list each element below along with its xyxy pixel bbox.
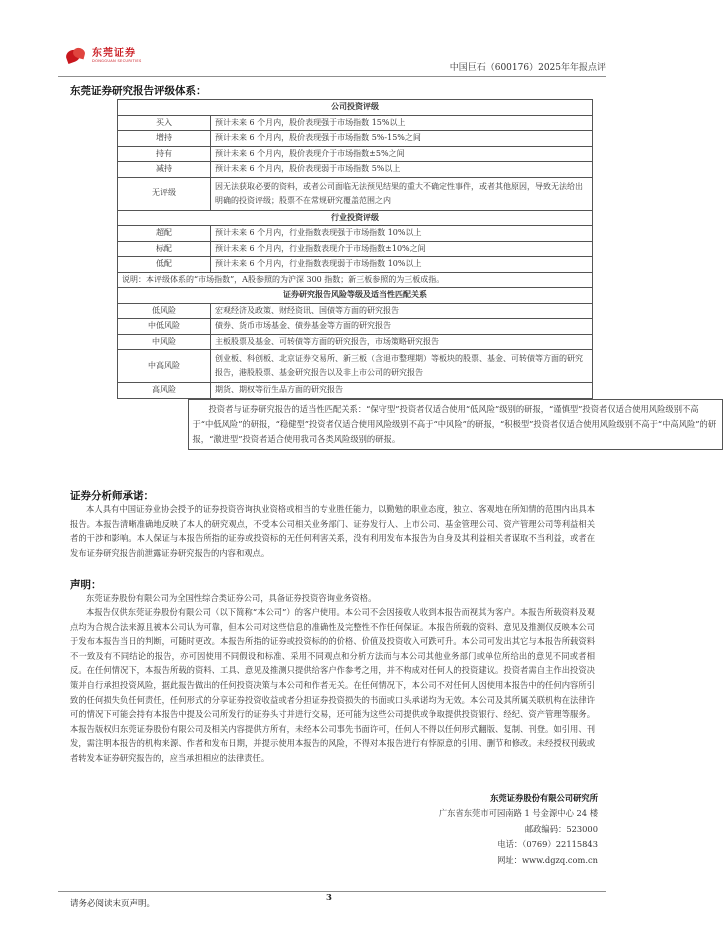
logo-name-en: DONGGUAN SECURITIES [92,59,142,63]
org-name: 东莞证券股份有限公司研究所 [490,793,598,803]
table-row [118,334,593,350]
risk-key: 高风险 [118,383,211,399]
rating-key: 标配 [118,241,211,257]
rating-desc: 预计未来 6 个月内，行业指数表现弱于市场指数 10%以上 [211,257,593,273]
risk-desc: 主板股票及基金、可转债等方面的研究报告，市场策略研究报告 [211,334,593,350]
rating-key: 持有 [118,146,211,162]
disclaimer-p1: 东莞证券股份有限公司为全国性综合类证券公司，具备证券投资咨询业务资格。 [86,593,377,603]
rating-desc: 预计未来 6 个月内，行业指数表现强于市场指数 10%以上 [211,226,593,242]
rating-desc: 预计未来 6 个月内，股价表现介于市场指数±5%之间 [211,146,593,162]
org-phone: 电话：（0769）22115843 [497,839,598,849]
table-section-row [118,288,593,304]
org-postcode: 邮政编码：523000 [524,824,598,834]
analyst-text: 本人具有中国证券业协会授予的证券投资咨询执业资格或相当的专业胜任能力，以勤勉的职业态度，独立、客观地在所知情的范围内出具本报告。本报告清晰准确地反映了本人的研究观点，不受本公司相关业务部门、证券发行人、上市公司、基金管理公司、资产管理公司等利益相关者的干涉和影响。本人保证与本报告所指的证券或投资标的无任何利害关系，没有利用发布本报告为自身及其利益相关者谋取不当利益，或者在发布证券研究报告前泄露证券研究报告的内容和观点。 [70,504,595,558]
rating-table [117,99,717,444]
report-tag: 中国巨石（600176）2025年年报点评 [449,63,606,73]
table-row [118,241,593,257]
page-number: 3 [326,893,332,903]
rating-desc: 预计未来 6 个月内，股价表现强于市场指数 15%以上 [211,115,593,131]
rating-desc: 预计未来 6 个月内，股价表现强于市场指数 5%-15%之间 [211,131,593,147]
analyst-title: 证券分析师承诺： [70,490,154,502]
table-section-row [118,100,593,116]
table-row [118,319,593,335]
disclaimer-title: 声明： [70,579,102,591]
disclaimer-p2: 本报告仅供东莞证券股份有限公司（以下简称“本公司”）的客户使用。本公司不会因接收人收到本报告而视其为客户。本报告所载资料及观点均为合规合法来源且被本公司认为可靠，但本公司对这些信息的准确性及完整性不作任何保证。本报告所载的资料、意见及推测仅反映本公司于发布本报告当日的判断，可随时更改。本报告所指的证券或投资标的的价格、价值及投资收入可跌可升。本公司可发出其它与本报告所载资料不一致及有不同结论的报告，亦可因使用不同假设和标准、采用不同观点和分析方法而与本公司其他业务部门或单位所给出的意见不同或者相反。在任何情况下，本报告所载的资料、工具、意见及推测只提供给客户作参考之用，并不构成对任何人的投资建议。投资者需自主作出投资决策并自行承担投资风险，据此报告做出的任何投资决策与本公司和作者无关。在任何情况下，本公司不对任何人因使用本报告中的任何内容所引致的任何损失负任何责任，任何形式的分享证券投资收益或者分担证券投资损失的书面或口头承诺均为无效。本公司及其所属关联机构在法律许可的情况下可能会持有本报告中提及公司所发行的证券头寸并进行交易，还可能为这些公司提供或争取提供投资银行、经纪、资产管理等服务。本报告版权归东莞证券股份有限公司及相关内容提供方所有，未经本公司事先书面许可，任何人不得以任何形式翻版、复制、刊登。如引用、刊发，需注明本报告的机构来源、作者和发布日期，并提示使用本报告的风险，不得对本报告进行有悖原意的引用、删节和修改。未经授权刊载或者转发本证券研究报告的，应当承担相应的法律责任。 [70,607,595,763]
footer-note: 请务必阅读末页声明。 [70,899,156,909]
logo-mark-icon [66,48,88,64]
risk-desc: 期货、期权等衍生品方面的研究报告 [211,383,593,399]
table-row [118,162,593,178]
table-row [118,257,593,273]
rating-system-title: 东莞证券研究报告评级体系： [70,85,207,97]
table-note-row [118,272,593,288]
company-rating-header: 公司投资评级 [118,100,593,116]
table-row [118,177,593,210]
rating-desc: 因无法获取必要的资料，或者公司面临无法预见结果的重大不确定性事件，或者其他原因，导致无法给出明确的投资评级；股票不在常规研究覆盖范围之内 [211,177,593,210]
risk-desc: 创业板、科创板、北京证券交易所、新三板（含退市整理期）等板块的股票、基金、可转债等方面的研究报告，港股股票、基金研究报告以及非上市公司的研究报告 [211,350,593,383]
risk-key: 中高风险 [118,350,211,383]
risk-key: 中风险 [118,334,211,350]
rating-key: 减持 [118,162,211,178]
industry-rating-header: 行业投资评级 [118,210,593,226]
table-note-row [118,398,593,399]
logo-name-cn: 东莞证券 [92,48,136,59]
table-row [118,131,593,147]
table-row [118,303,593,319]
org-website: 网址：www.dgzq.com.cn [497,855,598,865]
table-row [118,146,593,162]
table-section-row [118,210,593,226]
suitability-text: 投资者与证券研究报告的适当性匹配关系：“保守型”投资者仅适合使用“低风险”级别的研报，“谨慎型”投资者仅适合使用风险级别不高于“中低风险”的研报，“稳健型”投资者仅适合使用风险级别不高于“中风险”的研报，“积极型”投资者仅适合使用风险级别不高于“中高风险”的研报，“激进型”投资者适合使用我司各类风险级别的研报。 [192,403,717,444]
footer-divider [58,891,606,892]
rating-key: 超配 [118,226,211,242]
risk-desc: 宏观经济及政策、财经资讯、国债等方面的研究报告 [211,303,593,319]
risk-key: 低风险 [118,303,211,319]
table-row [118,350,593,383]
page-header [58,40,606,78]
org-address: 广东省东莞市可园南路 1 号金源中心 24 楼 [438,808,598,818]
risk-level-header: 证券研究报告风险等级及适当性匹配关系 [118,288,593,304]
risk-desc: 债券、货币市场基金、债券基金等方面的研究报告 [211,319,593,335]
rating-key: 增持 [118,131,211,147]
rating-desc: 预计未来 6 个月内，股价表现弱于市场指数 5%以上 [211,162,593,178]
company-logo [66,48,142,64]
header-divider [58,76,606,77]
rating-desc: 预计未来 6 个月内，行业指数表现介于市场指数±10%之间 [211,241,593,257]
rating-key: 低配 [118,257,211,273]
table-row [118,383,593,399]
rating-key: 无评级 [118,177,211,210]
table-row [118,115,593,131]
risk-key: 中低风险 [118,319,211,335]
table-row [118,226,593,242]
rating-key: 买入 [118,115,211,131]
rating-note: 说明：本评级体系的“市场指数”，A股参照的为沪深 300 指数；新三板参照的为三板成指。 [118,272,593,288]
